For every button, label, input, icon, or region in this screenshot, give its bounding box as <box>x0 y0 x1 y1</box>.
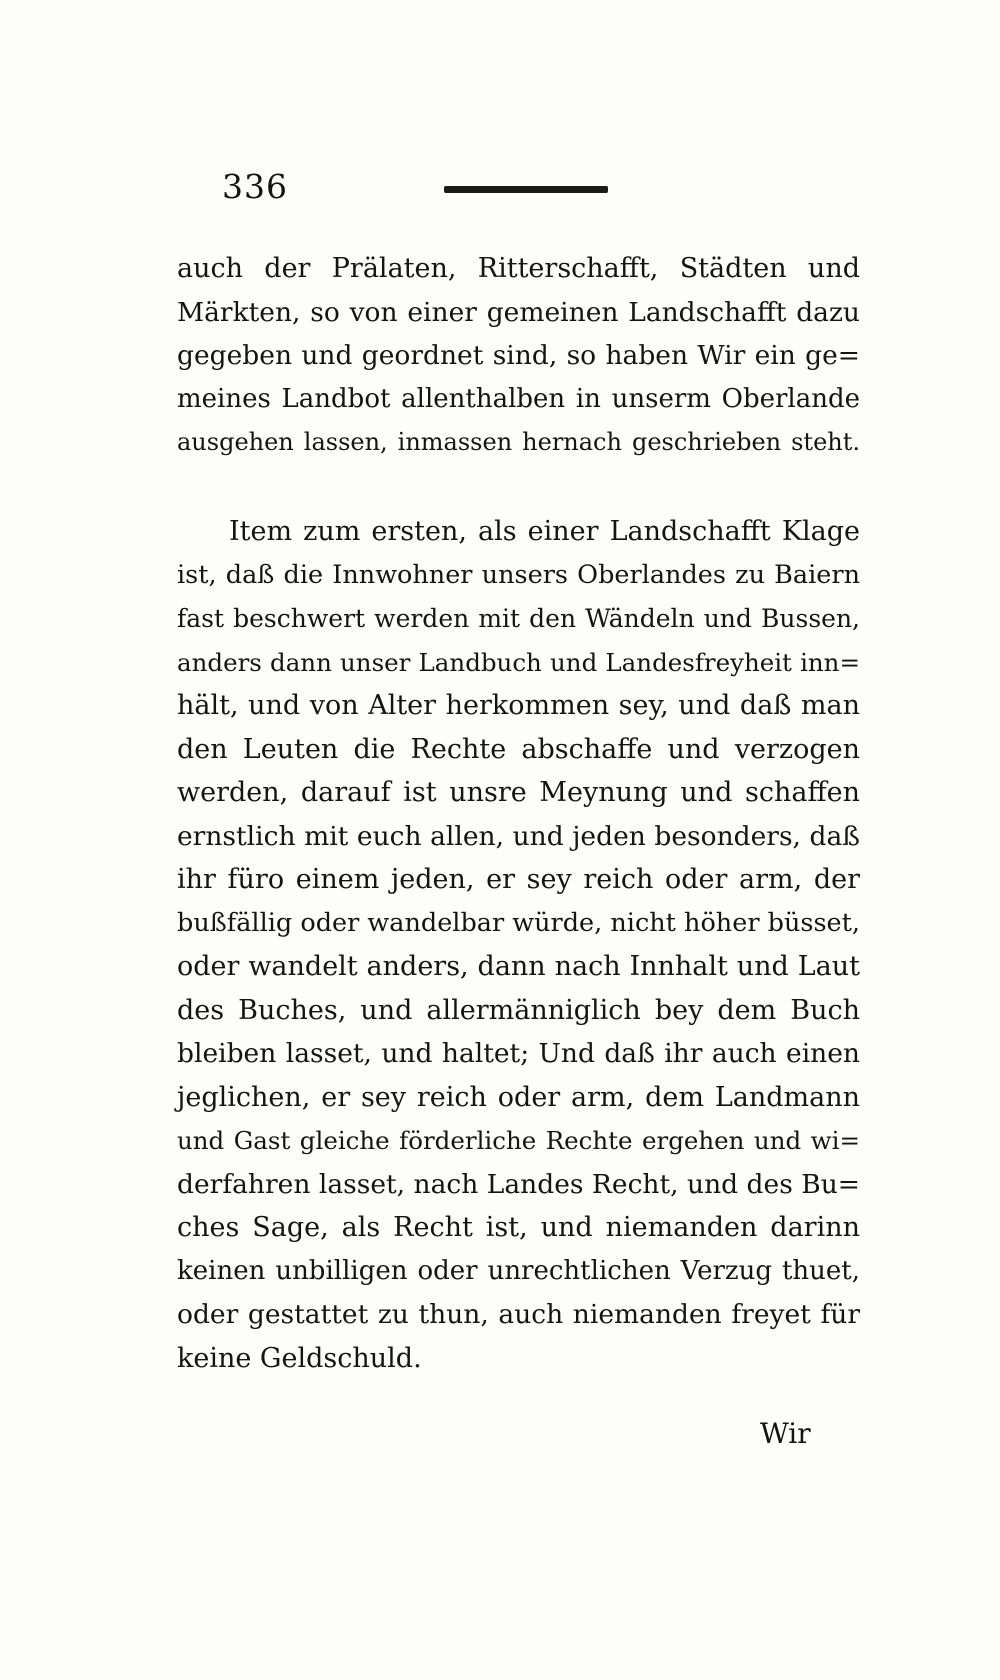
text-line: ausgehen lassen, inmassen hernach geschrieben steht. <box>177 428 860 456</box>
text-line: derfahren lasset, nach Landes Recht, und des Bu= <box>177 1168 860 1200</box>
text-line: oder wandelt anders, dann nach Innhalt und Laut <box>177 951 860 982</box>
text-line: werden, darauf ist unsre Meynung und schaffen <box>177 777 860 808</box>
text-line: meines Landbot allenthalben in unserm Oberlande <box>177 383 860 414</box>
text-line: keinen unbilligen oder unrechtlichen Verzug thuet, <box>177 1255 860 1286</box>
paragraph-2 <box>177 510 860 1380</box>
text-line: ist, daß die Innwohner unsers Oberlandes zu Baiern <box>177 559 860 590</box>
text-line: des Buches, und allermänniglich bey dem Buch <box>177 994 860 1026</box>
text-line: auch der Prälaten, Ritterschafft, Städten und <box>177 253 860 284</box>
text-line: jeglichen, er sey reich oder arm, dem Landmann <box>177 1081 860 1113</box>
paragraph-1 <box>177 247 860 465</box>
page-number: 336 <box>222 167 288 206</box>
text-line: ches Sage, als Recht ist, und niemanden darinn <box>177 1212 860 1243</box>
header-rule <box>444 186 608 193</box>
text-line: den Leuten die Rechte abschaffe und verzogen <box>177 733 860 765</box>
text-line: ernstlich mit euch allen, und jeden besonders, daß <box>177 820 860 852</box>
text-line: anders dann unser Landbuch und Landesfreyheit inn= <box>177 647 860 677</box>
text-line: bußfällig oder wandelbar würde, nicht höher büsset, <box>177 907 860 938</box>
text-line: hält, und von Alter herkommen sey, und daß man <box>177 690 860 721</box>
text-line: ihr füro einem jeden, er sey reich oder arm, der <box>177 864 860 895</box>
text-line: fast beschwert werden mit den Wändeln und Bussen, <box>177 604 860 633</box>
text-line: und Gast gleiche förderliche Rechte ergehen und wi= <box>177 1126 860 1155</box>
text-line: gegeben und geordnet sind, so haben Wir ein ge= <box>177 340 860 371</box>
text-line: Märkten, so von einer gemeinen Landschafft dazu <box>177 296 860 328</box>
text-line: keine Geldschuld. <box>177 1342 422 1374</box>
text-line: bleiben lasset, und haltet; Und daß ihr auch einen <box>177 1038 860 1069</box>
text-line: Item zum ersten, als einer Landschafft Klage <box>229 516 860 547</box>
catchword: Wir <box>760 1417 811 1450</box>
text-line: oder gestattet zu thun, auch niemanden freyet für <box>177 1299 860 1330</box>
